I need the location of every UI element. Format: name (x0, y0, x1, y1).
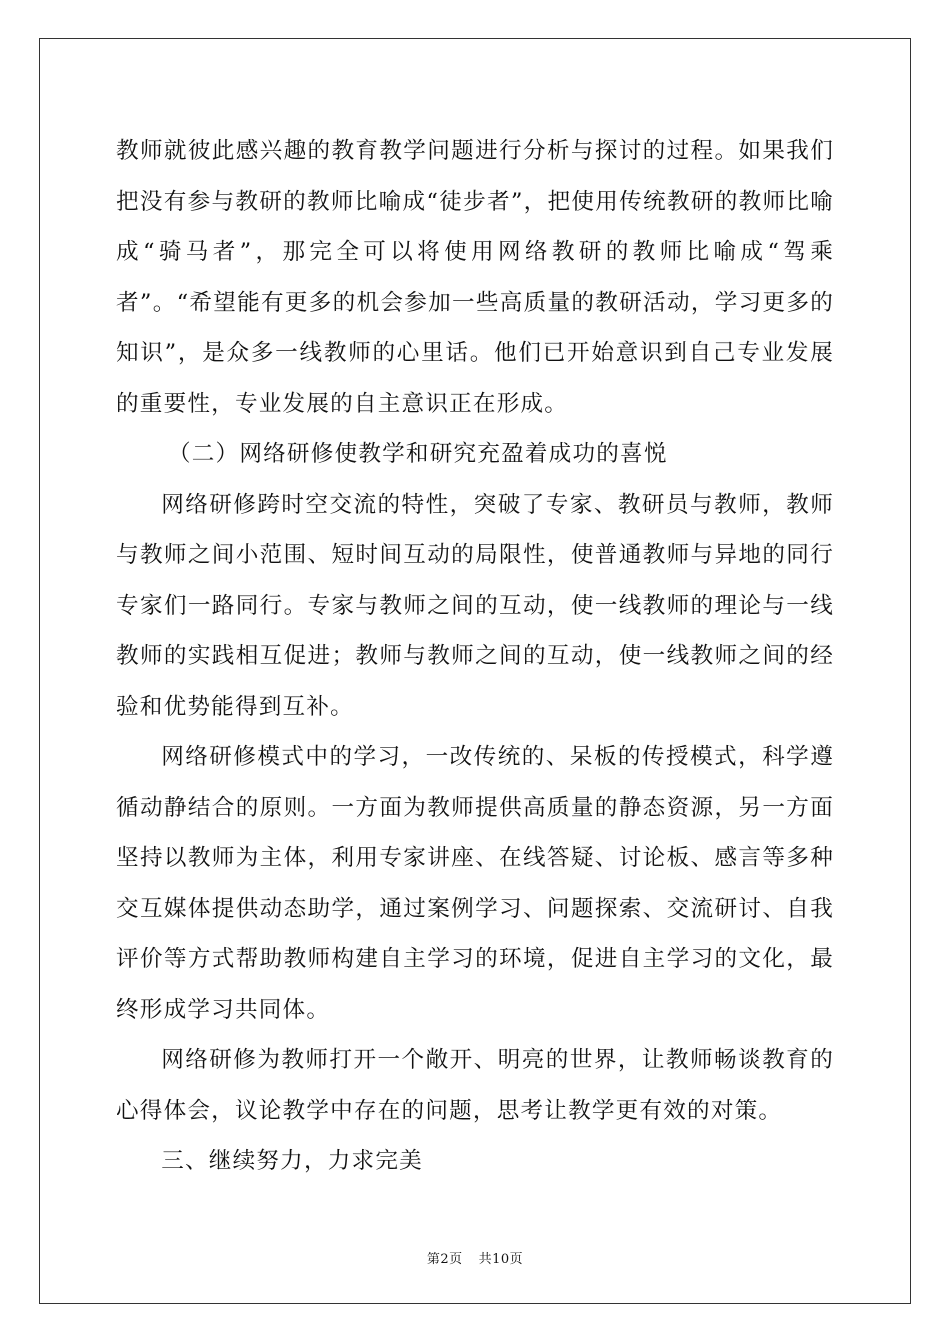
section-heading: 三、继续努力，力求完美 (161, 1148, 423, 1174)
paragraph: 网络研修跨时空交流的特性，突破了专家、教研员与教师，教师与教师之间小范围、短时间互动的局限性，使普通教师与异地的同行专家们一路同行。专家与教师之间的互动，使一线教师的理论与一线教师的实践相互促进；教师与教师之间的互动，使一线教师之间的经验和优势能得到互补。 (116, 491, 834, 720)
paragraph: 网络研修为教师打开一个敞开、明亮的世界，让教师畅谈教育的心得体会，议论教学中存在的问题，思考让教学更有效的对策。 (116, 1047, 834, 1124)
page-footer (0, 1248, 950, 1267)
section-subheading: （二）网络研修使教学和研究充盈着成功的喜悦 (167, 441, 668, 467)
page-number: 第2页 (426, 1252, 463, 1267)
paragraph-continued: 教师就彼此感兴趣的教育教学问题进行分析与探讨的过程。如果我们把没有参与教研的教师比喻成“徒步者”，把使用传统教研的教师比喻成“骑马者”，那完全可以将使用网络教研的教师比喻成“驾乘者”。“希望能有更多的机会参加一些高质量的教研活动，学习更多的知识”，是众多一线教师的心里话。他们已开始意识到自己专业发展的重要性，专业发展的自主意识正在形成。 (116, 138, 834, 417)
paragraph: 网络研修模式中的学习，一改传统的、呆板的传授模式，科学遵循动静结合的原则。一方面为教师提供高质量的静态资源，另一方面坚持以教师为主体，利用专家讲座、在线答疑、讨论板、感言等多种交互媒体提供动态助学，通过案例学习、问题探索、交流研讨、自我评价等方式帮助教师构建自主学习的环境，促进自主学习的文化，最终形成学习共同体。 (116, 744, 834, 1023)
document-body (116, 126, 834, 1187)
page-total: 共10页 (478, 1252, 524, 1267)
